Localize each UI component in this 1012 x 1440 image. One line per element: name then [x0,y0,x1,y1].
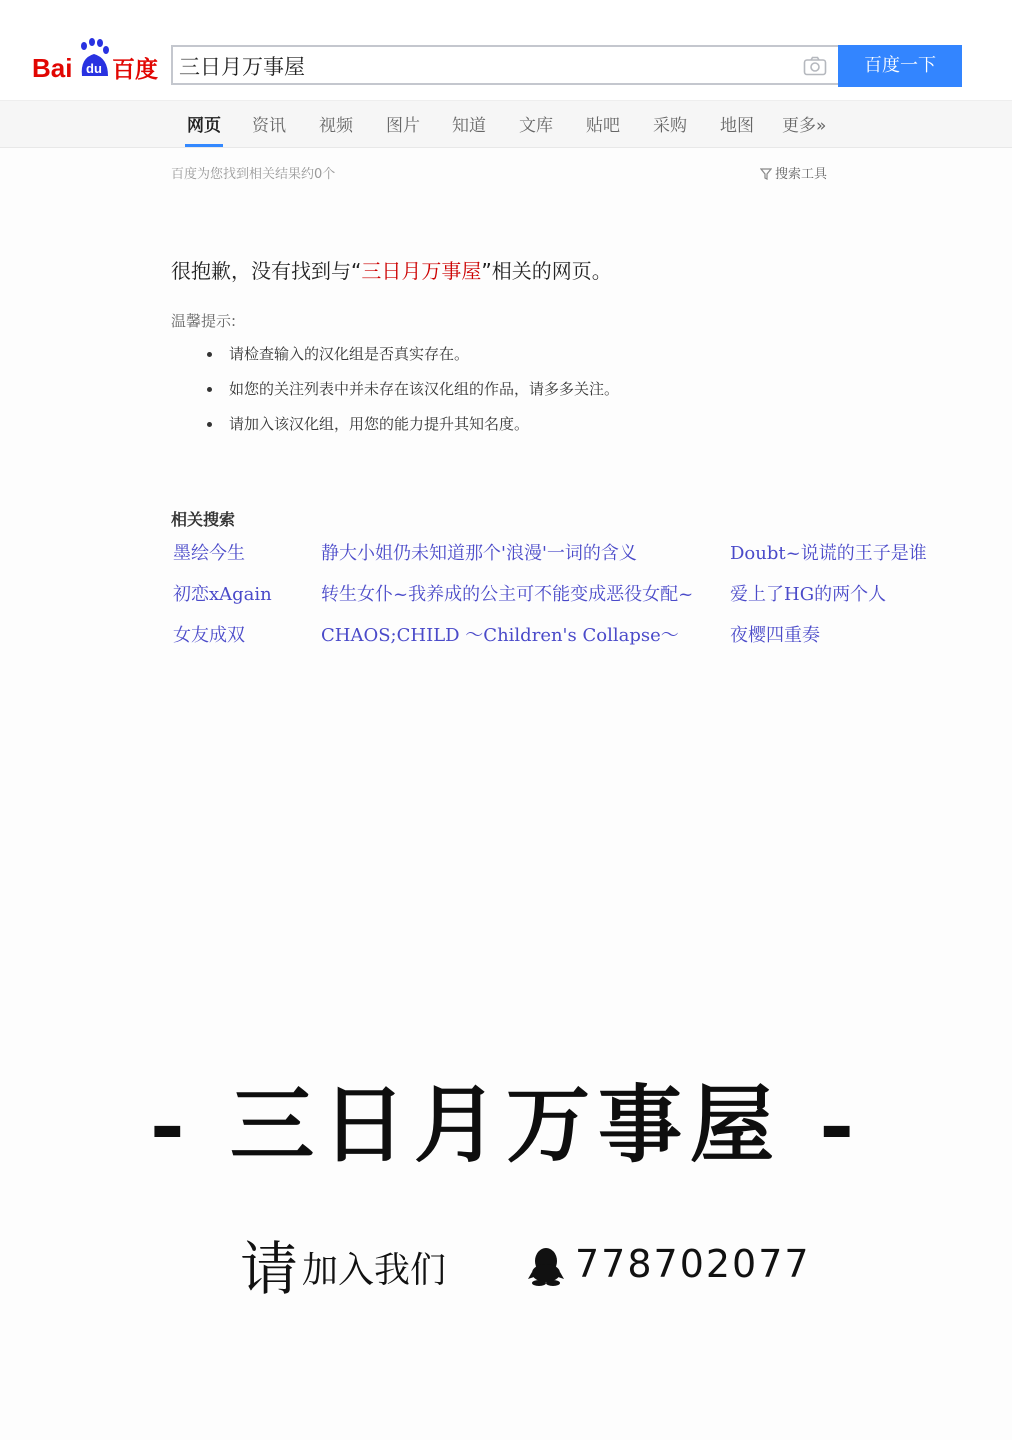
tab-video[interactable]: 视频 [319,116,353,136]
group-banner-title: - 三日月万事屋 - [149,1075,863,1174]
tab-more[interactable]: 更多» [782,116,827,136]
tab-webpage[interactable]: 网页 [185,111,223,147]
tips-list [171,340,619,445]
related-link[interactable]: 夜樱四重奏 [730,625,820,646]
tab-news[interactable]: 资讯 [252,116,286,136]
tab-zhidao[interactable]: 知道 [452,116,486,136]
qq-penguin-icon [528,1246,564,1286]
list-item: 如您的关注列表中并未存在该汉化组的作品，请多多关注。 [171,375,619,410]
tips-title: 温馨提示: [171,312,237,330]
list-item: 请加入该汉化组，用您的能力提升其知名度。 [171,410,619,445]
join-big-char: 请 [240,1235,299,1303]
result-count: 百度为您找到相关结果约0个 [171,167,336,182]
search-button[interactable]: 百度一下 [838,45,962,87]
related-link[interactable]: 墨绘今生 [173,543,245,564]
join-text: 加入我们 [302,1250,447,1291]
join-us-line [240,1222,811,1303]
related-link[interactable]: 初恋xAgain [173,584,272,605]
search-tools-button[interactable] [760,163,827,182]
related-link[interactable]: 爱上了HG的两个人 [730,584,887,605]
tab-wenku[interactable]: 文库 [519,116,553,136]
tab-purchase[interactable]: 采购 [653,116,687,136]
related-link[interactable]: Doubt~说谎的王子是谁 [730,543,927,564]
related-link[interactable]: 转生女仆~我养成的公主可不能变成恶役女配~ [321,584,694,605]
funnel-icon [760,168,772,180]
logo-text-left: Bai [32,53,73,83]
search-tools-label: 搜索工具 [775,167,828,182]
paw-icon [81,38,109,76]
header [0,0,1012,100]
no-result-message: 很抱歉，没有找到与“三日月万事屋”相关的网页。 [171,259,612,283]
svg-text:du: du [86,61,102,76]
related-link[interactable]: CHAOS;CHILD ～Children's Collapse～ [321,625,679,646]
search-input[interactable] [179,51,779,81]
qq-number: 778702077 [575,1242,811,1286]
related-link[interactable]: 静大小姐仍未知道那个'浪漫'一词的含义 [321,543,637,564]
logo-text-right: 百度 [112,57,158,83]
no-result-keyword: 三日月万事屋 [361,259,482,283]
search-box [171,45,838,85]
nav-bar [0,100,1012,148]
related-search-title: 相关搜索 [171,510,236,529]
tab-tieba[interactable]: 贴吧 [586,116,620,136]
list-item: 请检查输入的汉化组是否真实存在。 [171,340,619,375]
tab-map[interactable]: 地图 [720,116,754,136]
camera-icon[interactable] [803,56,827,76]
tab-images[interactable]: 图片 [386,116,420,136]
related-link[interactable]: 女友成双 [173,625,245,646]
baidu-logo[interactable] [32,36,160,86]
